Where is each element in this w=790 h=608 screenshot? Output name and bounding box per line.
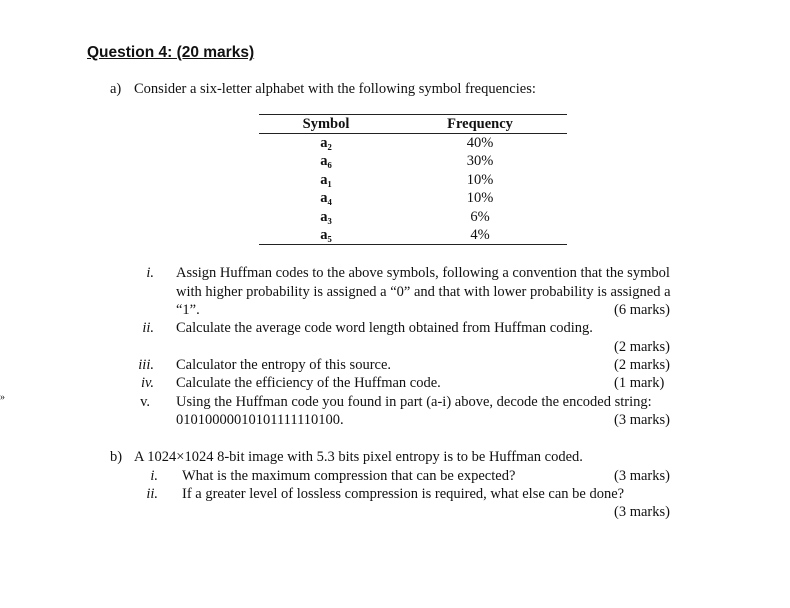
frequency-table (259, 114, 567, 245)
item-text-line: Calculate the efficiency of the Huffman code. (176, 375, 441, 391)
item-text-line: Using the Huffman code you found in part (a-i) above, decode the encoded string: (176, 394, 652, 410)
frequency-cell: 6% (470, 208, 490, 225)
table-row (259, 226, 567, 245)
table-row (259, 189, 567, 207)
item-marks: (3 marks) (614, 468, 670, 484)
symbol-cell: a₆ (320, 153, 332, 170)
item-text-line: Calculate the average code word length obtained from Huffman coding. (176, 320, 593, 336)
table-row (259, 152, 567, 170)
symbol-cell: a₁ (320, 171, 332, 188)
symbol-cell: a₄ (320, 190, 332, 207)
item-number: iii. (138, 357, 154, 373)
item-text-line: If a greater level of lossless compression is required, what else can be done? (182, 486, 625, 502)
stray-mark: » (0, 392, 5, 403)
item-number: ii. (146, 486, 158, 502)
part-b-label: b) (110, 449, 123, 465)
symbol-column-header: Symbol (259, 115, 393, 134)
question-title: Question 4: (20 marks) (87, 44, 255, 61)
item-text-line: Assign Huffman codes to the above symbols, following a convention that the symbol (176, 265, 670, 281)
item-text-line: What is the maximum compression that can be expected? (182, 468, 516, 484)
item-number: iv. (140, 375, 154, 391)
item-text-line: Calculator the entropy of this source. (176, 357, 392, 373)
part-b-intro: A 1024×1024 8-bit image with 5.3 bits pixel entropy is to be Huffman coded. (134, 449, 583, 465)
item-marks: (3 marks) (614, 504, 670, 520)
item-number: i. (146, 265, 154, 281)
item-text-line: 01010000010101111110100. (176, 412, 344, 428)
frequency-cell: 30% (466, 153, 494, 170)
item-marks: (1 mark) (614, 375, 665, 391)
symbol-cell: a₂ (320, 135, 332, 151)
item-marks: (2 marks) (614, 339, 670, 355)
item-number: i. (150, 468, 158, 484)
item-marks: (2 marks) (614, 357, 670, 373)
table-row (259, 171, 567, 189)
table-row (259, 208, 567, 226)
frequency-cell: 10% (466, 171, 494, 188)
frequency-column-header: Frequency (393, 115, 567, 134)
table-row (259, 134, 567, 153)
symbol-cell: a₃ (320, 208, 332, 225)
part-a-label: a) (110, 81, 122, 97)
item-marks: (6 marks) (614, 302, 670, 318)
item-number: v. (140, 394, 150, 410)
item-text-line: with higher probability is assigned a “0” and that with lower probability is assigned a (176, 284, 671, 300)
frequency-cell: 10% (466, 190, 494, 207)
item-number: ii. (142, 320, 154, 336)
symbol-cell: a₅ (320, 227, 332, 244)
item-text-line: “1”. (176, 302, 200, 318)
frequency-cell: 4% (470, 227, 490, 244)
part-a-intro: Consider a six-letter alphabet with the following symbol frequencies: (134, 81, 536, 97)
item-marks: (3 marks) (614, 412, 670, 428)
table-header-row (259, 115, 567, 134)
frequency-cell: 40% (466, 135, 494, 151)
